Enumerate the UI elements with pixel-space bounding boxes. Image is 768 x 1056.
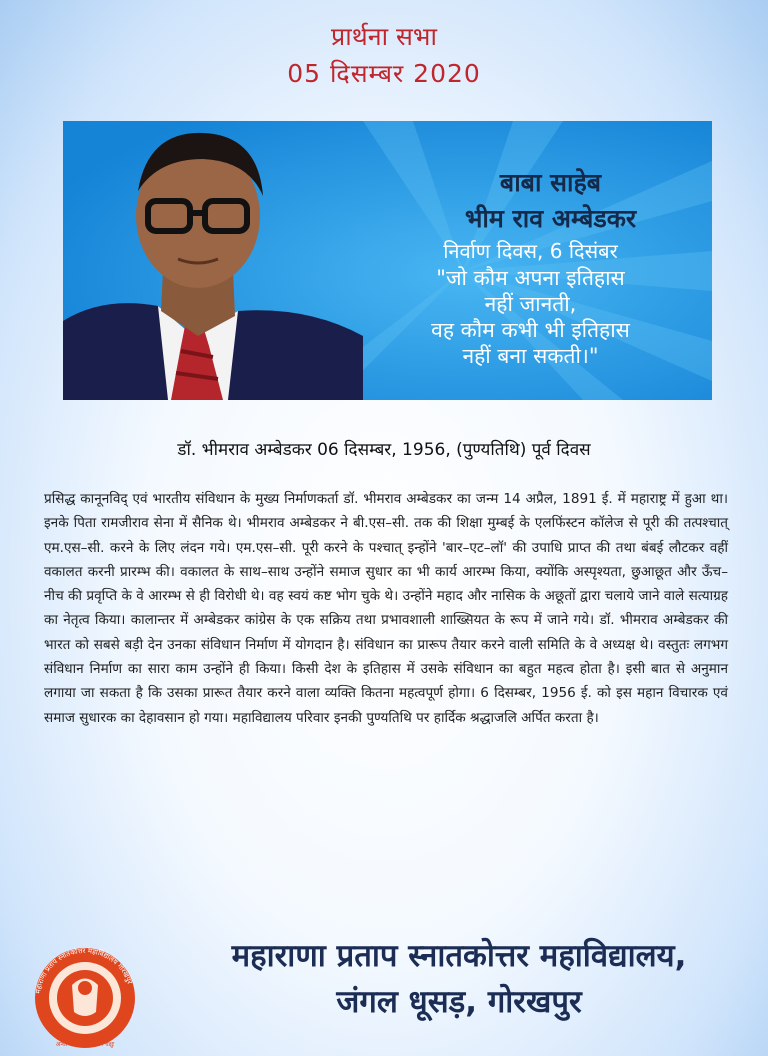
logo-ring-text: महाराणा प्रताप स्नातकोत्तर महाविद्यालय गोरखपुर (34, 946, 134, 995)
college-name-line1: महाराणा प्रताप स्नातकोत्तर महाविद्यालय, (231, 938, 687, 974)
banner-subtitle: निर्वाण दिवस, 6 दिसंबर (443, 239, 618, 263)
banner-quote (353, 265, 708, 369)
quote-line-4: नहीं बना सकती।" (462, 344, 599, 368)
banner-name-line2: भीम राव अम्बेडकर (464, 204, 637, 233)
quote-line-3: वह कौम कभी भी इतिहास (431, 318, 630, 342)
logo-motto: अन्धो नास्ति विद्या समं चक्षुः (55, 1041, 115, 1048)
page-date: 05 दिसम्बर 2020 (287, 59, 481, 88)
college-logo (20, 940, 150, 1050)
article-heading: डॉ. भीमराव अम्बेडकर 06 दिसम्बर, 1956, (पुण्यतिथि) पूर्व दिवस (177, 440, 591, 460)
tribute-banner (63, 121, 712, 400)
quote-line-1: "जो कौम अपना इतिहास (436, 266, 625, 290)
banner-name-line1: बाबा साहेब (499, 168, 602, 197)
article-body: प्रसिद्ध कानूनविद् एवं भारतीय संविधान के मुख्य निर्माणकर्ता डॉ. भीमराव अम्बेडकर का जन्म 14 अप्रैल, 1891 ई. में महाराष्ट्र में हुआ था। इनके पिता रामजीराव सेना में सैनिक थे। भीमराव अम्बेडकर ने बी.एस–सी. तक की शिक्षा मुम्बई के एलफिंस्टन कॉलेज से पूरी की तत्पश्चात् एम.एस–सी. करने के लिए लंदन गये। एम.एस–सी. पूरी करने के पश्चात् इन्होंने 'बार–एट–लॉ' की उपाधि प्राप्त की तथा बंबई लौटकर वहीं वकालत करनी प्रारम्भ की। वकालत के साथ–साथ उन्होंने समाज सुधार का भी कार्य आरम्भ किया, क्योंकि अस्पृश्यता, छुआछूत और ऊँच–नीच की प्रवृप्ति के वे आरम्भ से ही विरोधी थे। वह स्वयं कष्ट भोग चुके थे। उन्होंने महाद और नासिक के अछूतों द्वारा चलाये जाने वाले सत्याग्रह का नेतृत्व किया। कालान्तर में अम्बेडकर कांग्रेस के एक सक्रिय तथा प्रभावशाली शाख्सियत के रूप में जाने गये। डॉ. भीमराव अम्बेडकर की भारत को सबसे बड़ी देन उनका संविधान निर्माण में योगदान है। संविधान का प्रारूप तैयार करने वाली समिति के वे अध्यक्ष थे। वस्तुतः लगभग संविधान निर्माण का सारा काम उन्होंने ही किया। किसी देश के इतिहास में उसके संविधान का बहुत महत्व होता है। इसी बात से अनुमान लगाया जा सकता है कि उसका प्रारूत तैयार करने वाला व्यक्ति कितना महत्वपूर्ण होगा। 6 दिसम्बर, 1956 ई. को इस महान विचारक एवं समाज सुधारक का देहावसान हो गया। महाविद्यालय परिवार इनकी पुण्यतिथि पर हार्दिक श्रद्धाजलि अर्पित करता है। (44, 491, 728, 726)
quote-line-2: नहीं जानती, (484, 292, 577, 316)
ambedkar-portrait (63, 121, 363, 400)
page-title: प्रार्थना सभा (331, 22, 437, 51)
college-name-line2: जंगल धूसड़, गोरखपुर (336, 984, 582, 1020)
